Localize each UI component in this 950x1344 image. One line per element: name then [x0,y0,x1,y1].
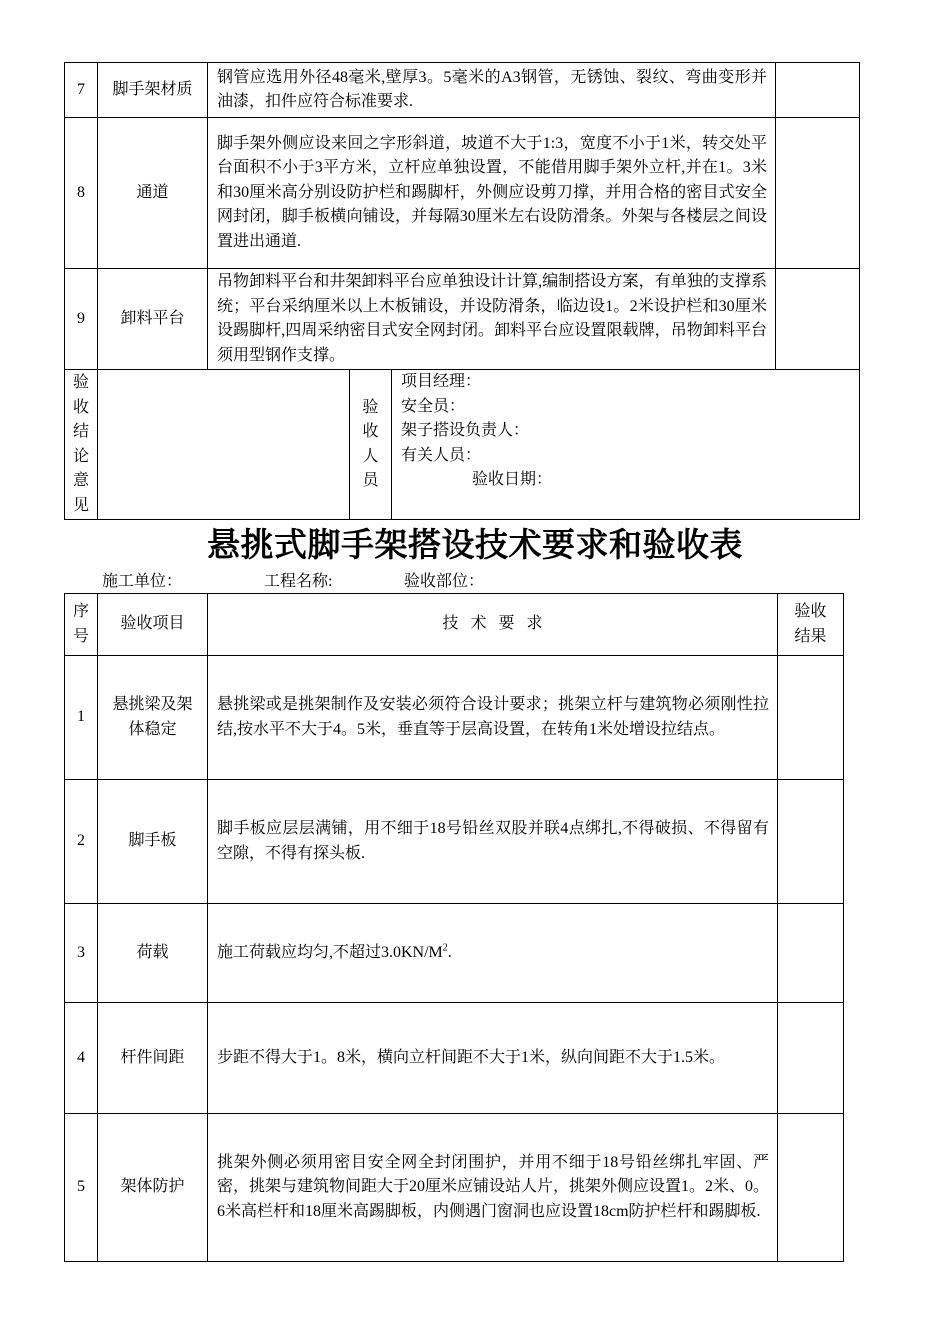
row-number: 3 [65,904,98,1003]
inspection-item-text: 悬挑梁及架体稳定 [112,696,193,738]
result-cell[interactable] [778,1114,844,1262]
inspection-item: 脚手架材质 [98,63,208,118]
inspection-item: 杆件间距 [98,1003,208,1114]
personnel-label-text: 验收人员 [362,398,379,489]
requirement-end: . [447,943,452,961]
header-item: 验收项目 [98,594,208,656]
safety-officer-label: 安全员： [401,397,466,415]
row-number: 8 [65,118,98,269]
conclusion-label-text: 验收结论意见 [73,374,90,514]
scaffold-lead-label: 架子搭设负责人： [401,422,530,439]
result-cell[interactable] [776,63,860,118]
top-table [64,62,860,520]
inspection-item: 卸料平台 [98,269,208,370]
row-number: 9 [65,269,98,370]
row-number: 2 [65,780,98,904]
inspection-date-label: 验收日期： [472,471,553,488]
table-row [65,269,860,370]
result-cell[interactable] [778,1003,844,1114]
table-row [65,1114,844,1262]
inspection-item: 通道 [98,118,208,269]
requirement-text: 施工荷载应均匀,不超过3.0KN/M [217,943,443,961]
personnel-label [350,370,392,520]
result-cell[interactable] [778,656,844,780]
header-number [65,594,98,656]
construction-unit-label: 施工单位： [102,573,183,590]
technical-requirement: 吊物卸料平台和井架卸料平台应单独设计计算,编制搭设方案，有单独的支撑系统；平台采纳厘米以上木板铺设，并设防滑条，临边设1。2米设护栏和30厘米设踢脚杆,四周采纳密目式安全网封闭。卸料平台应设置限载牌，吊物卸料平台须用型钢作支撑。 [208,269,776,370]
technical-requirement: 悬挑梁或是挑架制作及安装必须符合设计要求；挑架立杆与建筑物必须刚性拉结,按水平不大于4。5米，垂直等于层高设置，在转角1米处增设拉结点。 [208,656,778,780]
result-cell[interactable] [778,904,844,1003]
technical-requirement: 脚手架外侧应设来回之字形斜道，坡道不大于1:3，宽度不小于1米，转交处平台面积不小于3平方米，立杆应单独设置，不能借用脚手架外立杆,并在1。3米和30厘米高分别设防护栏和踢脚杆，外侧应设剪刀撑，并用合格的密目式安全网封闭，脚手板横向铺设，并每隔30厘米左右设防滑条。外架与各楼层之间设置进出通道. [208,118,776,269]
conclusion-label [65,370,98,520]
related-personnel-label: 有关人员： [401,446,482,464]
table-row [65,118,860,269]
result-cell[interactable] [778,780,844,904]
project-manager-label: 项目经理： [401,373,482,390]
header-requirement: 技 术 要 求 [208,594,778,656]
technical-requirement: 挑架外侧必须用密目安全网全封闭围护，并用不细于18号铅丝绑扎牢固、严密，挑架与建筑物间距大于20厘米应铺设站人片，挑架外侧应设置1。2米、0。6米高栏杆和18厘米高踢脚板，内侧遇门窗洞也应设置18cm防护栏杆和踢脚板. [208,1114,778,1262]
result-cell[interactable] [776,118,860,269]
table-row [65,780,844,904]
inspection-location-label: 验收部位： [404,573,485,590]
superscript-exponent: 2 [442,942,448,954]
conclusion-field[interactable] [98,370,350,520]
table-row [65,63,860,118]
table-row [65,1003,844,1114]
header-result-text: 验收结果 [794,603,827,645]
sign-off-row [65,370,860,520]
result-cell[interactable] [776,269,860,370]
technical-requirement: 脚手板应层层满铺，用不细于18号铅丝双股并联4点绑扎,不得破损、不得留有空隙，不得有探头板. [208,780,778,904]
signatures-cell [392,370,860,520]
technical-requirement [208,904,778,1003]
technical-requirement: 钢管应选用外径48毫米,壁厚3。5毫米的A3钢管，无锈蚀、裂纹、弯曲变形并油漆，扣件应符合标准要求. [208,63,776,118]
project-name-label: 工程名称: [264,573,333,590]
inspection-item: 荷载 [98,904,208,1003]
technical-requirement: 步距不得大于1。8米，横向立杆间距不大于1米，纵向间距不大于1.5米。 [208,1003,778,1114]
header-result [778,594,844,656]
table-row [65,904,844,1003]
row-number: 5 [65,1114,98,1262]
row-number: 4 [65,1003,98,1114]
row-number: 1 [65,656,98,780]
row-number: 7 [65,63,98,118]
acceptance-table [64,593,844,1262]
inspection-item: 架体防护 [98,1114,208,1262]
header-number-text: 序号 [73,603,90,645]
document-title: 悬挑式脚手架搭设技术要求和验收表 [207,525,743,564]
inspection-item: 脚手板 [98,780,208,904]
inspection-item [98,656,208,780]
table-row [65,656,844,780]
table-header-row [65,594,844,656]
